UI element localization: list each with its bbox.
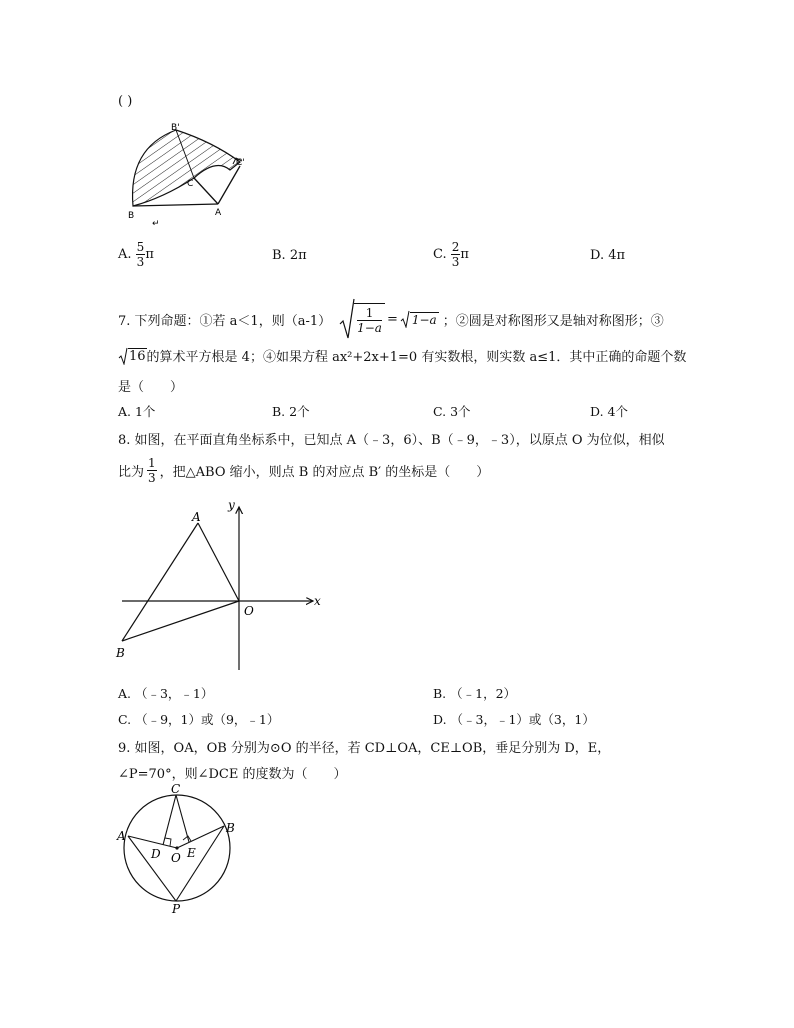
q6-option-c[interactable] [433,240,469,269]
q6-figure [118,118,258,230]
q7-option-c[interactable]: C. 3个 [433,404,471,419]
q8-line-1: 8. 如图，在平面直角坐标系中，已知点 A（﹣3，6）、B（﹣9，﹣3），以原点 O 为位似，相似 [118,433,665,448]
q7-radicand-denominator: 1−a [357,321,382,335]
q7-radical-sign [339,298,355,340]
q6-label-a: A [215,208,222,218]
q6-option-a-prefix: A. [118,247,132,262]
q8-figure [110,495,340,675]
q7-option-a[interactable]: A. 1个 [118,404,156,419]
q6-option-c-denominator: 3 [451,255,460,269]
q9-label-e: E [187,846,196,860]
q8-option-b[interactable]: B. （﹣1，2） [433,686,517,701]
q6-option-c-prefix: C. [433,247,447,262]
q9-label-c: C [171,784,181,796]
q9-label-a: A [117,829,126,843]
q6-answer-bracket: ( ) [118,94,133,109]
q7-option-b[interactable]: B. 2个 [272,404,310,419]
q6-segment-ac-prime [218,166,240,204]
q8-label-o: O [244,604,254,618]
q9-figure [114,784,244,914]
q7-line1-suffix: ；②圆是对称图形又是轴对称图形；③ [442,313,664,329]
q9-right-angle-e [183,836,191,841]
q8-option-a[interactable]: A. （﹣3，﹣1） [118,686,214,701]
q6-option-b[interactable]: B. 2π [272,248,307,263]
q9-label-o: O [171,851,181,865]
q8-segment-ab [122,523,198,641]
q6-label-b-prime: B' [171,123,180,133]
q7-equals-radical-sign [400,310,410,328]
q9-line-2: ∠P=70°，则∠DCE 的度数为（ ） [118,767,347,782]
q7-sqrt16-radical-sign [118,347,128,365]
q7-line-2 [118,346,686,365]
q9-line-1: 9. 如图，OA，OB 分别为⊙O 的半径，若 CD⊥OA，CE⊥OB，垂足分别为 D，E， [118,741,611,756]
q6-label-c: C [187,179,194,189]
q7-line2-suffix: 的算术平方根是 4；④如果方程 ax²+2x+1=0 有实数根，则实数 a≤1．其中正确的命题个数 [146,350,687,365]
q9-center-dot [175,846,178,849]
q9-label-d: D [151,847,161,861]
q6-label-c-prime: C' [236,158,245,168]
q8-segment-ao [198,523,239,601]
q7-option-d[interactable]: D. 4个 [590,404,628,419]
q6-return-mark: ↵ [152,219,160,229]
q6-option-a[interactable] [118,240,154,269]
q8-ratio-fraction [147,456,157,485]
q7-radicand-numerator: 1 [357,306,382,321]
q8-ratio-denominator: 3 [148,471,156,485]
q6-option-a-numerator: 5 [136,240,145,254]
q6-option-a-denominator: 3 [136,255,145,269]
q7-radicand [354,303,385,335]
q8-segment-bo [122,601,239,641]
q6-option-c-numerator: 2 [451,240,460,254]
q6-option-c-pi: π [460,247,469,262]
q7-sqrt16-radicand: 16 [129,348,146,364]
q6-option-c-fraction [451,240,461,269]
q8-option-c[interactable]: C. （﹣9，1）或（9，﹣1） [118,712,280,727]
q6-label-b: B [128,211,135,221]
q8-label-x: x [314,594,321,608]
q9-segment-cd [163,795,176,845]
q7-equals-radicand: 1−a [411,312,437,327]
q8-ratio-numerator: 1 [148,456,156,470]
q7-line-3: 是（ ） [118,380,184,395]
q9-label-b: B [226,821,235,835]
q8-ratio-prefix: 比为 [118,465,145,480]
q8-option-d[interactable]: D. （﹣3，﹣1）或（3，1） [433,712,595,727]
q7-line-1: 7. 下列命题：①若 a＜1，则（a-1） $\frac{1}{1-a}$ = 1−a ；②圆是对称图形又是轴对称图形；③ [118,298,664,340]
q6-option-d[interactable]: D. 4π [590,248,626,263]
q6-segment-ac [194,178,218,204]
q9-label-p: P [172,902,181,914]
q8-label-y: y [228,498,235,512]
q8-line-2 [118,456,489,485]
q8-label-b: B [116,646,125,660]
q6-segment-ba [133,204,218,206]
q7-radicand-fraction [357,306,382,335]
q6-option-a-pi: π [145,247,154,262]
q8-line2-suffix: ，把△ABO 缩小，则点 B 的对应点 B′ 的坐标是（ ） [159,465,490,480]
q8-label-a: A [192,510,201,524]
q9-segment-ce [176,795,189,842]
q6-option-a-fraction [136,240,146,269]
q7-line1-prefix: 7. 下列命题：①若 a＜1，则（a-1） [118,313,332,329]
q7-equals-radical [400,310,439,328]
